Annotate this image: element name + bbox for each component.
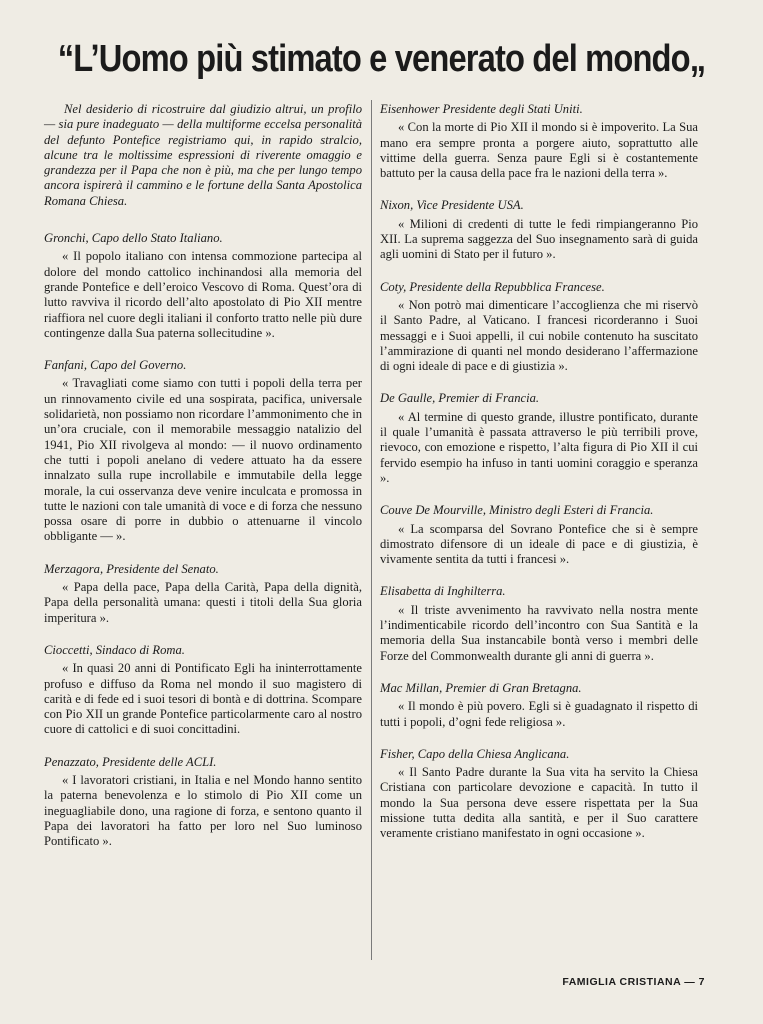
- statement: [380, 391, 698, 486]
- statement: [380, 280, 698, 375]
- statement: [44, 755, 362, 850]
- statement-quote: « Con la morte di Pio XII il mondo si è impoverito. La Sua mano era sempre pronta a porgere aiuto, soprattutto alle vittime della guerra. Senza paure Egli si è costantemente battuto per la causa della pace fra le nazioni della terra ».: [380, 120, 698, 181]
- statement-quote: « La scomparsa del Sovrano Pontefice che si è sempre dimostrato difensore di un ideale di pace e di giustizia, è vivamente sentita da tutti i francesi ».: [380, 521, 698, 567]
- statement-speaker: Nixon, Vice Presidente USA.: [380, 198, 524, 213]
- statement-speaker: Coty, Presidente della Repubblica Francese.: [380, 279, 605, 294]
- statement-speaker: Gronchi, Capo dello Stato Italiano.: [44, 231, 223, 246]
- statement-speaker: Fanfani, Capo del Governo.: [44, 358, 187, 373]
- statement: [380, 102, 698, 181]
- statement-speaker: Fisher, Capo della Chiesa Anglicana.: [380, 746, 570, 761]
- statement-speaker: Couve De Mourville, Ministro degli Esteri di Francia.: [380, 503, 654, 518]
- statement-quote: « Il Santo Padre durante la Sua vita ha servito la Chiesa Cristiana con particolare devozione e capacità. In tutto il mondo la Sua persona deve essere rispettata per la Sua missione tutta dedita alla santità, e per il Suo carattere veramente cristiano manifestato in ogni occasione ».: [380, 765, 698, 841]
- column-divider: [371, 100, 372, 960]
- statement: [380, 681, 698, 730]
- statement-quote: « Travagliati come siamo con tutti i popoli della terra per un rinnovamento civile ed una sospirata, pacifica, universale solidarietà, non possiamo non ricordare l’ammonimento che in un’ora cruciale, con il memorabile messaggio natalizio del 1941, Pio XII rivolgeva al mondo: — il nuovo ordinamento che tutti i popoli anelano di vedere attuato ha da essere innalzato sulla rupe incrollabile e immutabile della legge morale, la cui osservanza deve venire inculcata e promossa in tutte le nazioni con tale umanità di voce e di forza che nessuno possa osare di porre in dubbio o attenuarne il vincolo obbligante — ».: [44, 376, 362, 544]
- statement: [44, 643, 362, 738]
- left-column: [44, 102, 362, 866]
- statement: [380, 584, 698, 663]
- statement-speaker: Merzagora, Presidente del Senato.: [44, 561, 219, 576]
- statement-quote: « In quasi 20 anni di Pontificato Egli ha ininterrottamente profuso e diffuso da Roma nel mondo il suo magistero di carità e di fede ed i suoi tesori di bontà e di dottrina. Scompare con Pio XII un grande Pontefice particolarmente caro al nostro cuore di cattolici e di suoi concittadini.: [44, 661, 362, 737]
- statement-quote: « I lavoratori cristiani, in Italia e nel Mondo hanno sentito la paterna benevolenza e lo stimolo di Pio XII come un ineguagliabile dono, una ragione di forza, e sentono quanto il Papa dei lavoratori ha fatto per loro nel Suo luminoso Pontificato ».: [44, 772, 362, 849]
- statement: [380, 198, 698, 262]
- statement-speaker: Penazzato, Presidente delle ACLI.: [44, 754, 217, 769]
- intro-paragraph: Nel desiderio di ricostruire dal giudizio altrui, un profilo — sia pure inadeguato — della multiforme eccelsa personalità del defunto Pontefice registriamo qui, in rapido stralcio, alcune tra le moltissime espressioni di riverente omaggio e grandezza per il Papa che non è più, ma che per lungo tempo ancora ispirerà il cammino e le fortune della Santa Apostolica Romana Chiesa.: [44, 102, 362, 208]
- right-column: [380, 102, 698, 859]
- statement-speaker: Cioccetti, Sindaco di Roma.: [44, 642, 185, 657]
- statement-quote: « Il popolo italiano con intensa commozione partecipa al dolore del mondo cattolico inchinandosi alla memoria del grande Pontefice e dell’eroico Vescovo di Roma. Quest’ora di lutto ravviva il ricordo dell’alto apostolato di Pio XII mentre riaffiora nel cuore degli italiani il conforto tratto nelle più dure contingenze dalla Sua paterna sollecitudine ».: [44, 249, 362, 340]
- page-title: “L’Uomo più stimato e venerato del mondo„: [57, 38, 706, 80]
- statement-quote: « Il triste avvenimento ha ravvivato nella nostra mente l’indimenticabile ricordo dell’incontro con Sua Santità e la memoria della Sua instancabile bontà verso i membri delle Forze del Commonwealth durante gli anni di guerra ».: [380, 602, 698, 663]
- statement: [44, 358, 362, 545]
- statement: [44, 231, 362, 341]
- page-footer: FAMIGLIA CRISTIANA — 7: [562, 976, 705, 988]
- statement: [380, 503, 698, 567]
- statement-quote: « Non potrò mai dimenticare l’accoglienza che mi riservò il Santo Padre, al Vaticano. I francesi ricorderanno i Suoi messaggi e i Suoi appelli, il cui nobile contenuto ha suscitato l’ammirazione di quanti nel mondo desiderano l’affermazione di ogni ideale di pace e di giustizia ».: [380, 297, 698, 374]
- statement-quote: « Il mondo è più povero. Egli si è guadagnato il rispetto di tutti i popoli, d’ogni fede religiosa ».: [380, 699, 698, 729]
- statement-quote: « Al termine di questo grande, illustre pontificato, durante il quale l’umanità è passata attraverso le più terribili prove, rievoco, con emozione e rispetto, l’alta figura di Pio XII il cui fervido esempio ha infuso in tanti uomini coraggio e speranza ».: [380, 409, 698, 485]
- statement-speaker: Eisenhower Presidente degli Stati Uniti.: [380, 102, 583, 116]
- statement: [380, 747, 698, 842]
- statement-quote: « Milioni di credenti di tutte le fedi rimpiangeranno Pio XII. La suprema saggezza del Suo insegnamento sarà di guida agli uomini di Stato per il futuro ».: [380, 216, 698, 262]
- statement-speaker: De Gaulle, Premier di Francia.: [380, 391, 540, 406]
- statement-speaker: Mac Millan, Premier di Gran Bretagna.: [380, 680, 582, 695]
- statement-quote: « Papa della pace, Papa della Carità, Papa della dignità, Papa della personalità umana: questi i titoli della Sua gloria imperitura ».: [44, 580, 362, 625]
- statement: [44, 562, 362, 626]
- statement-speaker: Elisabetta di Inghilterra.: [380, 584, 506, 599]
